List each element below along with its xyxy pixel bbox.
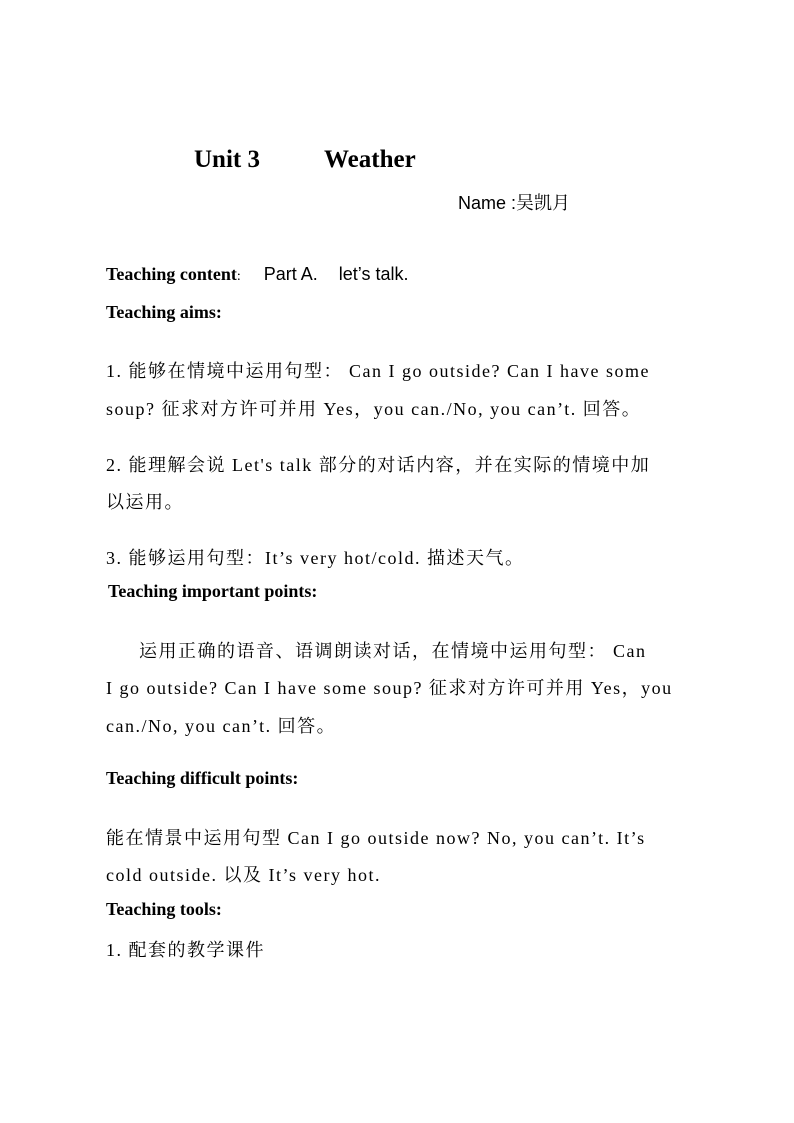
teaching-tools-item-1: 1. 配套的教学课件 (106, 940, 265, 960)
teaching-aims-heading: Teaching aims: (106, 302, 222, 322)
difficult-points-line-1: 能在情景中运用句型 Can I go outside now? No, you can’t. It’s (106, 828, 646, 848)
document-title (194, 146, 416, 174)
aim-2-line-1: 2. 能理解会说 Let's talk 部分的对话内容，并在实际的情境中加 (106, 455, 651, 475)
name-line (458, 189, 570, 215)
important-points-heading: Teaching important points: (108, 581, 318, 601)
difficult-points-heading: Teaching difficult points: (106, 768, 299, 788)
name-label: Name : (458, 193, 517, 213)
aim-1-line-2: soup? 征求对方许可并用 Yes，you can./No, you can’t. 回答。 (106, 399, 642, 419)
important-points-line-2: I go outside? Can I have some soup? 征求对方许可并用 Yes，you (106, 678, 673, 698)
teaching-tools-heading: Teaching tools: (106, 899, 222, 919)
title-unit: Unit 3 (194, 146, 260, 173)
important-points-line-1: 运用正确的语音、语调朗读对话，在情境中运用句型： Can (139, 641, 647, 661)
important-points-line-3: can./No, you can’t. 回答。 (106, 716, 337, 736)
name-value: 吴凯月 (516, 193, 571, 213)
title-topic: Weather (324, 146, 416, 173)
teaching-content-lesson: let’s talk. (338, 264, 409, 284)
aim-3-line-1: 3. 能够运用句型：It’s very hot/cold. 描述天气。 (106, 548, 525, 568)
teaching-content-line: Teaching content: Part A. let’s talk. (106, 264, 409, 284)
teaching-content-label: Teaching content (106, 264, 237, 284)
difficult-points-line-2: cold outside. 以及 It’s very hot. (106, 865, 381, 885)
aim-2-line-2: 以运用。 (106, 492, 184, 512)
aim-1-line-1: 1. 能够在情境中运用句型： Can I go outside? Can I have some (106, 361, 650, 381)
teaching-content-part: Part A. (263, 264, 318, 284)
